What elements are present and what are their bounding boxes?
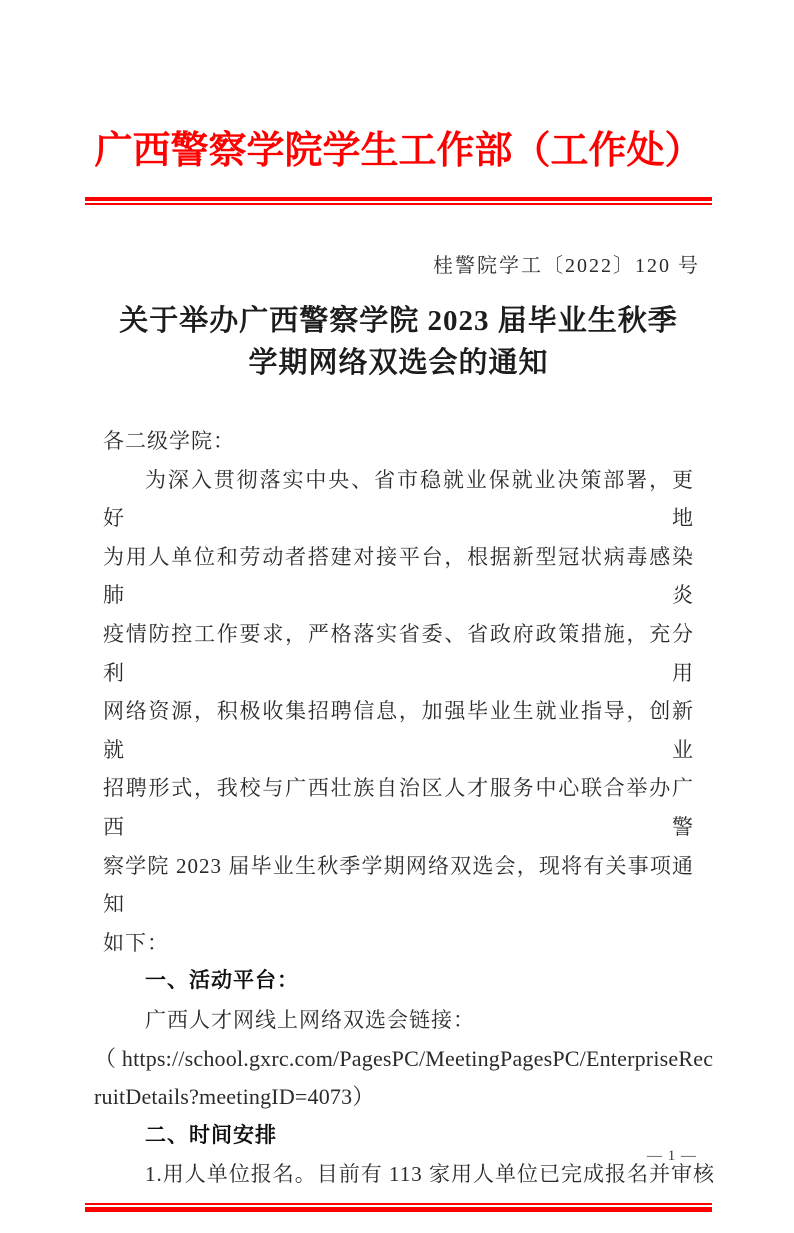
notice-title-line-2: 学期网络双选会的通知 — [248, 347, 549, 379]
notice-title-line-1: 关于举办广西警察学院 2023 届毕业生秋季 — [119, 305, 678, 337]
notice-title — [85, 300, 712, 384]
paragraph-line: 如下： — [103, 930, 169, 955]
schedule-item-1: 1.用人单位报名。目前有 113 家用人单位已完成报名并审核 — [145, 1162, 715, 1187]
document-page — [0, 126, 794, 1233]
notice-body — [85, 422, 715, 1194]
letterhead-title: 广西警察学院学生工作部（工作处） — [94, 130, 703, 172]
salutation: 各二级学院： — [103, 429, 235, 453]
paragraph-line: 为用人单位和劳动者搭建对接平台，根据新型冠状病毒感染肺炎 — [103, 544, 694, 608]
section-heading-schedule: 二、时间安排 — [145, 1123, 277, 1147]
paragraph-line: 为深入贯彻落实中央、省市稳就业保就业决策部署，更好地 — [103, 467, 694, 531]
paragraph-line: 招聘形式，我校与广西壮族自治区人才服务中心联合举办广西警 — [103, 776, 694, 839]
letterhead-double-rule — [85, 197, 712, 205]
footer-double-rule — [85, 1203, 712, 1212]
paragraph-line: 察学院 2023 届毕业生秋季学期网络双选会，现将有关事项通知 — [103, 853, 694, 917]
document-number: 桂警院学工〔2022〕120 号 — [433, 255, 700, 277]
document-content — [85, 126, 715, 1212]
meeting-url-line-1: （ https://school.gxrc.com/PagesPC/MeetingPagesPC/EnterpriseRec — [94, 1045, 714, 1071]
page-number: — 1 — — [647, 1148, 697, 1164]
paragraph-line: 网络资源，积极收集招聘信息，加强毕业生就业指导，创新就业 — [103, 699, 694, 762]
meeting-url-line-2: ruitDetails?meetingID=4073） — [94, 1084, 375, 1110]
paragraph-line: 疫情防控工作要求，严格落实省委、省政府政策措施，充分利用 — [103, 621, 694, 685]
link-label: 广西人才网线上网络双选会链接： — [145, 1007, 475, 1032]
section-heading-activity-platform: 一、活动平台： — [145, 969, 299, 993]
